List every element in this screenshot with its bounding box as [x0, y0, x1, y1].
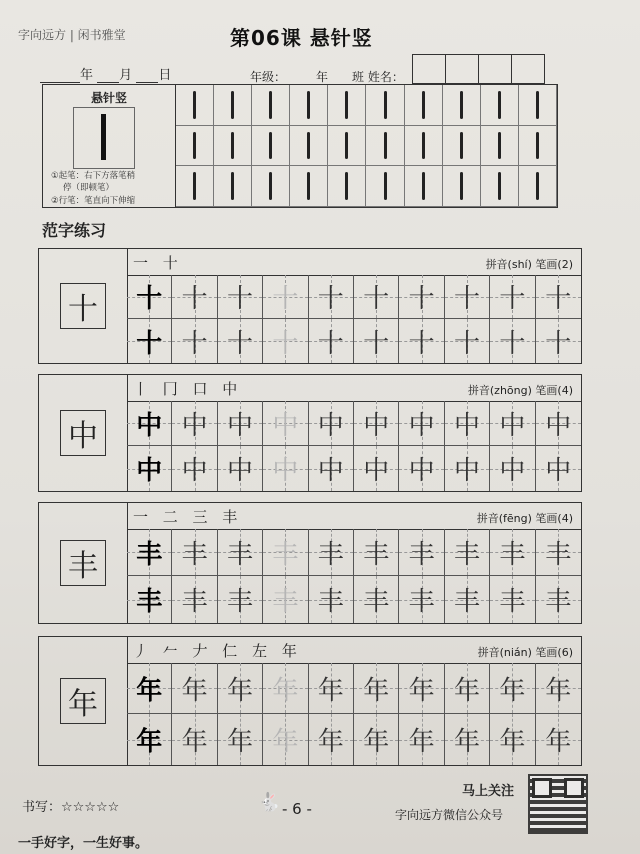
vertical-stroke-icon — [269, 132, 272, 160]
practice-char: 十 — [272, 284, 299, 314]
practice-cell[interactable] — [490, 663, 535, 714]
practice-char: 中 — [453, 410, 480, 441]
vertical-stroke-icon — [307, 172, 310, 200]
slogan: 一手好字，一生好事。 — [18, 836, 149, 851]
vertical-stroke-icon — [193, 91, 196, 119]
vertical-stroke-icon — [193, 132, 196, 160]
stroke-practice-cell[interactable] — [176, 166, 214, 207]
vertical-stroke-icon — [307, 91, 310, 119]
stroke-practice-cell[interactable] — [290, 126, 328, 167]
rabbit-icon: 🐇 — [258, 792, 281, 813]
practice-char: 年 — [499, 675, 526, 706]
practice-cell[interactable] — [309, 446, 354, 491]
section-title: 范字练习 — [42, 221, 107, 240]
strokes-label: 笔画(6) — [535, 646, 573, 659]
stroke-practice-cell[interactable] — [443, 166, 481, 207]
practice-cell[interactable] — [172, 446, 217, 491]
practice-cell[interactable] — [263, 446, 308, 491]
practice-cell[interactable] — [490, 446, 535, 491]
practice-char: 中 — [499, 456, 526, 486]
strokes-label: 笔画(2) — [535, 258, 573, 271]
class-name-label: 班 姓名： — [352, 70, 404, 84]
practice-cell[interactable] — [218, 663, 263, 714]
practice-char: 丰 — [226, 587, 253, 617]
practice-char: 年 — [453, 675, 480, 706]
practice-cell[interactable] — [309, 401, 354, 446]
vertical-stroke-icon — [384, 172, 387, 200]
stroke-practice-cell[interactable] — [252, 166, 290, 207]
practice-char: 年 — [363, 727, 390, 757]
practice-cell[interactable] — [127, 401, 172, 446]
practice-char: 年 — [226, 675, 253, 706]
year-blank[interactable] — [40, 68, 80, 83]
practice-cell[interactable] — [354, 319, 399, 363]
practice-char: 中 — [226, 410, 253, 441]
practice-char: 十 — [317, 328, 344, 359]
practice-char: 丰 — [317, 587, 344, 617]
practice-char: 年 — [408, 727, 435, 757]
practice-cell[interactable] — [399, 275, 444, 319]
practice-cell[interactable] — [309, 529, 354, 576]
vertical-stroke-icon — [231, 91, 234, 119]
practice-char: 丰 — [545, 539, 572, 570]
stroke-diagram — [73, 107, 135, 169]
practice-char: 丰 — [453, 587, 480, 617]
practice-char: 十 — [181, 328, 208, 359]
practice-char: 年 — [545, 675, 572, 706]
practice-cell[interactable] — [309, 319, 354, 363]
class-line — [250, 68, 404, 85]
practice-cell[interactable] — [354, 275, 399, 319]
practice-cell[interactable] — [218, 446, 263, 491]
lesson-title: 第06课 悬针竖 — [230, 26, 373, 50]
follow-label: 马上关注 — [462, 784, 515, 799]
grade-blank[interactable] — [286, 70, 316, 85]
vertical-stroke-icon — [345, 172, 348, 200]
practice-char: 中 — [363, 410, 390, 441]
practice-char: 中 — [408, 456, 435, 486]
practice-char: 年 — [136, 675, 163, 706]
practice-cell[interactable] — [399, 401, 444, 446]
char-meta — [486, 256, 573, 272]
stroke-practice-cell[interactable] — [519, 85, 557, 126]
stroke-practice-cell[interactable] — [290, 85, 328, 126]
stroke-practice-cell[interactable] — [519, 166, 557, 207]
practice-cell[interactable] — [218, 401, 263, 446]
practice-cell[interactable] — [218, 319, 263, 363]
practice-cell[interactable] — [172, 714, 217, 765]
practice-cell[interactable] — [490, 529, 535, 576]
practice-char: 年 — [181, 727, 208, 757]
vertical-stroke-icon — [345, 132, 348, 160]
practice-char: 中 — [272, 410, 299, 441]
practice-cell[interactable] — [354, 663, 399, 714]
stroke-practice-cell[interactable] — [366, 126, 404, 167]
practice-cell[interactable] — [536, 446, 581, 491]
model-char: 丰 — [68, 549, 98, 584]
day-label: 日 — [158, 68, 172, 83]
date-line — [40, 64, 171, 83]
practice-char: 中 — [136, 410, 163, 441]
stroke-practice-cell[interactable] — [405, 126, 443, 167]
practice-char: 十 — [408, 328, 435, 359]
vertical-stroke-icon — [384, 91, 387, 119]
practice-cell[interactable] — [218, 714, 263, 765]
model-char: 中 — [68, 419, 98, 454]
brand-logo: 字向远方 | 闲书雅堂 — [18, 28, 126, 42]
practice-char: 中 — [363, 456, 390, 486]
practice-cell[interactable] — [490, 401, 535, 446]
practice-char: 丰 — [499, 539, 526, 570]
vertical-stroke-icon — [269, 91, 272, 119]
qr-code-icon[interactable] — [528, 774, 588, 834]
char-block-zhong — [38, 374, 582, 492]
name-box[interactable] — [478, 54, 512, 84]
stroke-step-1: ①起笔：右下方落笔稍 — [51, 171, 136, 181]
practice-cell[interactable] — [399, 319, 444, 363]
month-label: 月 — [119, 68, 133, 83]
practice-char: 年 — [317, 675, 344, 706]
practice-grid[interactable] — [127, 663, 581, 765]
practice-char: 十 — [181, 284, 208, 314]
practice-cell[interactable] — [172, 663, 217, 714]
stroke-order: 丿 𠂉 𠂇 仁 左 年 — [133, 642, 302, 660]
model-char: 十 — [68, 292, 98, 327]
practice-cell[interactable] — [354, 714, 399, 765]
practice-cell[interactable] — [536, 576, 581, 623]
practice-char: 十 — [363, 284, 390, 314]
vertical-stroke-icon — [269, 172, 272, 200]
stroke-practice-cell[interactable] — [252, 126, 290, 167]
practice-char: 十 — [226, 284, 253, 314]
practice-cell[interactable] — [536, 529, 581, 576]
pinyin-label: 拼音(fēng) — [476, 512, 532, 525]
practice-cell[interactable] — [127, 529, 172, 576]
practice-char: 中 — [136, 456, 163, 486]
practice-cell[interactable] — [490, 319, 535, 363]
practice-cell[interactable] — [309, 576, 354, 623]
day-blank[interactable] — [136, 68, 158, 83]
stroke-practice-cell[interactable] — [366, 166, 404, 207]
model-char-cell — [39, 503, 128, 623]
practice-char: 十 — [453, 284, 480, 314]
pinyin-label: 拼音(shí) — [485, 258, 532, 271]
vertical-stroke-icon — [460, 132, 463, 160]
vertical-stroke-icon — [307, 132, 310, 160]
stroke-practice-cell[interactable] — [405, 85, 443, 126]
practice-char: 年 — [453, 727, 480, 757]
practice-char: 十 — [226, 328, 253, 359]
vertical-stroke-icon — [498, 132, 501, 160]
char-block-shi — [38, 248, 582, 364]
wechat-label: 字向远方微信公众号 — [395, 808, 504, 822]
practice-char: 丰 — [408, 587, 435, 617]
stroke-order-row — [127, 249, 581, 276]
practice-cell[interactable] — [263, 714, 308, 765]
practice-cell[interactable] — [536, 714, 581, 765]
practice-char: 中 — [226, 456, 253, 486]
stroke-practice-cell[interactable] — [290, 166, 328, 207]
practice-char: 丰 — [363, 587, 390, 617]
vertical-stroke-icon — [460, 172, 463, 200]
stroke-practice-grid[interactable] — [176, 84, 558, 208]
char-meta — [478, 644, 573, 660]
stroke-practice-cell[interactable] — [176, 126, 214, 167]
stroke-practice-cell[interactable] — [214, 126, 252, 167]
practice-cell[interactable] — [354, 576, 399, 623]
practice-char: 中 — [545, 456, 572, 486]
name-box[interactable] — [412, 54, 446, 84]
practice-char: 十 — [136, 328, 163, 359]
page-number: - 6 - — [282, 800, 312, 818]
practice-char: 十 — [136, 284, 163, 314]
practice-cell[interactable] — [445, 401, 490, 446]
name-box[interactable] — [511, 54, 545, 84]
stroke-practice-cell[interactable] — [252, 85, 290, 126]
practice-char: 中 — [408, 410, 435, 441]
practice-char: 丰 — [272, 587, 299, 617]
practice-cell[interactable] — [536, 401, 581, 446]
practice-char: 丰 — [226, 539, 253, 570]
practice-cell[interactable] — [536, 663, 581, 714]
practice-char: 中 — [453, 456, 480, 486]
stroke-practice-cell[interactable] — [405, 166, 443, 207]
stroke-practice-cell[interactable] — [214, 85, 252, 126]
practice-cell[interactable] — [354, 529, 399, 576]
stroke-order: 丨 冂 口 中 — [133, 380, 243, 398]
strokes-label: 笔画(4) — [535, 512, 573, 525]
practice-cell[interactable] — [445, 275, 490, 319]
stroke-practice-cell[interactable] — [328, 166, 366, 207]
practice-cell[interactable] — [490, 714, 535, 765]
practice-cell[interactable] — [127, 663, 172, 714]
model-char-cell — [39, 375, 128, 491]
practice-cell[interactable] — [445, 529, 490, 576]
practice-cell[interactable] — [172, 576, 217, 623]
model-char-cell — [39, 249, 128, 363]
name-box[interactable] — [445, 54, 479, 84]
year-label: 年 — [80, 68, 94, 83]
practice-cell[interactable] — [263, 275, 308, 319]
stroke-order: 一 十 — [133, 254, 183, 272]
practice-char: 十 — [272, 328, 299, 359]
vertical-stroke-icon — [536, 132, 539, 160]
stroke-practice-cell[interactable] — [328, 126, 366, 167]
practice-char: 丰 — [181, 539, 208, 570]
practice-char: 丰 — [545, 587, 572, 617]
month-blank[interactable] — [97, 68, 119, 83]
stroke-practice-cell[interactable] — [481, 166, 519, 207]
vertical-stroke-icon — [536, 172, 539, 200]
practice-char: 十 — [363, 328, 390, 359]
vertical-stroke-icon — [460, 91, 463, 119]
practice-cell[interactable] — [445, 714, 490, 765]
practice-char: 中 — [317, 456, 344, 486]
practice-cell[interactable] — [263, 529, 308, 576]
stroke-order-row — [127, 375, 581, 402]
stroke-practice-cell[interactable] — [176, 85, 214, 126]
practice-cell[interactable] — [399, 446, 444, 491]
practice-char: 丰 — [272, 539, 299, 570]
grade-label: 年级： — [250, 70, 287, 84]
practice-cell[interactable] — [445, 446, 490, 491]
practice-char: 丰 — [136, 587, 163, 617]
practice-char: 年 — [272, 675, 299, 706]
practice-cell[interactable] — [218, 275, 263, 319]
vertical-stroke-icon — [384, 132, 387, 160]
practice-cell[interactable] — [127, 319, 172, 363]
practice-char: 丰 — [181, 587, 208, 617]
practice-cell[interactable] — [263, 319, 308, 363]
practice-char: 中 — [317, 410, 344, 441]
practice-grid[interactable] — [127, 529, 581, 623]
practice-char: 年 — [317, 727, 344, 757]
stroke-practice-cell[interactable] — [443, 85, 481, 126]
name-boxes[interactable] — [413, 54, 545, 84]
practice-cell[interactable] — [172, 319, 217, 363]
practice-char: 中 — [181, 410, 208, 441]
practice-char: 丰 — [408, 539, 435, 570]
practice-char: 十 — [499, 328, 526, 359]
stroke-step-1b: 停（即顿笔） — [63, 183, 115, 193]
stroke-intro-panel — [42, 84, 176, 208]
practice-char: 十 — [499, 284, 526, 314]
practice-char: 年 — [545, 727, 572, 757]
practice-cell[interactable] — [399, 714, 444, 765]
practice-char: 十 — [545, 284, 572, 314]
practice-grid[interactable] — [127, 401, 581, 491]
model-char: 年 — [68, 687, 98, 722]
grade-year-label: 年 — [316, 70, 329, 84]
practice-char: 丰 — [317, 539, 344, 570]
practice-cell[interactable] — [399, 529, 444, 576]
practice-cell[interactable] — [309, 275, 354, 319]
char-block-feng — [38, 502, 582, 624]
practice-cell[interactable] — [263, 576, 308, 623]
char-block-nian — [38, 636, 582, 766]
practice-cell[interactable] — [490, 576, 535, 623]
practice-char: 十 — [453, 328, 480, 359]
practice-char: 年 — [226, 727, 253, 757]
practice-cell[interactable] — [399, 663, 444, 714]
char-meta — [468, 382, 573, 398]
practice-char: 丰 — [453, 539, 480, 570]
practice-cell[interactable] — [127, 576, 172, 623]
practice-char: 年 — [499, 727, 526, 757]
practice-char: 年 — [136, 727, 163, 757]
practice-cell[interactable] — [127, 446, 172, 491]
practice-cell[interactable] — [445, 663, 490, 714]
practice-char: 丰 — [136, 539, 163, 570]
practice-cell[interactable] — [172, 401, 217, 446]
model-char-cell — [39, 637, 128, 765]
practice-char: 十 — [408, 284, 435, 314]
practice-char: 中 — [499, 410, 526, 441]
vertical-stroke-icon — [231, 132, 234, 160]
strokes-label: 笔画(4) — [535, 384, 573, 397]
stroke-practice-cell[interactable] — [519, 126, 557, 167]
practice-char: 中 — [181, 456, 208, 486]
practice-cell[interactable] — [127, 714, 172, 765]
practice-cell[interactable] — [490, 275, 535, 319]
pinyin-label: 拼音(zhōng) — [467, 384, 532, 397]
vertical-stroke-icon — [101, 114, 106, 160]
practice-cell[interactable] — [127, 275, 172, 319]
score-label: 书写：☆☆☆☆☆ — [22, 800, 120, 815]
vertical-stroke-icon — [231, 172, 234, 200]
practice-cell[interactable] — [399, 576, 444, 623]
practice-cell[interactable] — [218, 576, 263, 623]
stroke-name: 悬针竖 — [90, 91, 127, 105]
practice-char: 丰 — [363, 539, 390, 570]
practice-char: 中 — [545, 410, 572, 441]
practice-char: 年 — [363, 675, 390, 706]
practice-cell[interactable] — [309, 663, 354, 714]
class-blank[interactable] — [328, 70, 352, 85]
stroke-practice-cell[interactable] — [443, 126, 481, 167]
practice-cell[interactable] — [536, 275, 581, 319]
practice-char: 年 — [272, 727, 299, 757]
stroke-practice-cell[interactable] — [481, 126, 519, 167]
practice-cell[interactable] — [263, 401, 308, 446]
vertical-stroke-icon — [498, 172, 501, 200]
practice-grid[interactable] — [127, 275, 581, 363]
practice-cell[interactable] — [172, 275, 217, 319]
practice-cell[interactable] — [172, 529, 217, 576]
vertical-stroke-icon — [498, 91, 501, 119]
stroke-practice-cell[interactable] — [328, 85, 366, 126]
practice-cell[interactable] — [445, 576, 490, 623]
stroke-order-row — [127, 637, 581, 664]
char-meta — [477, 510, 573, 526]
practice-char: 中 — [272, 456, 299, 486]
stroke-step-2: ②行笔：笔直向下伸缩 — [51, 196, 136, 206]
vertical-stroke-icon — [422, 172, 425, 200]
stroke-practice-cell[interactable] — [481, 85, 519, 126]
vertical-stroke-icon — [422, 91, 425, 119]
stroke-order: 一 二 三 丰 — [133, 508, 243, 526]
practice-cell[interactable] — [536, 319, 581, 363]
practice-char: 十 — [317, 284, 344, 314]
vertical-stroke-icon — [345, 91, 348, 119]
stroke-order-row — [127, 503, 581, 530]
practice-cell[interactable] — [354, 401, 399, 446]
practice-char: 丰 — [499, 587, 526, 617]
practice-cell[interactable] — [263, 663, 308, 714]
practice-cell[interactable] — [354, 446, 399, 491]
vertical-stroke-icon — [422, 132, 425, 160]
stroke-practice-cell[interactable] — [366, 85, 404, 126]
practice-cell[interactable] — [445, 319, 490, 363]
practice-char: 年 — [408, 675, 435, 706]
practice-cell[interactable] — [218, 529, 263, 576]
vertical-stroke-icon — [193, 172, 196, 200]
practice-cell[interactable] — [309, 714, 354, 765]
pinyin-label: 拼音(nián) — [477, 646, 532, 659]
practice-char: 十 — [545, 328, 572, 359]
stroke-practice-cell[interactable] — [214, 166, 252, 207]
practice-char: 年 — [181, 675, 208, 706]
vertical-stroke-icon — [536, 91, 539, 119]
